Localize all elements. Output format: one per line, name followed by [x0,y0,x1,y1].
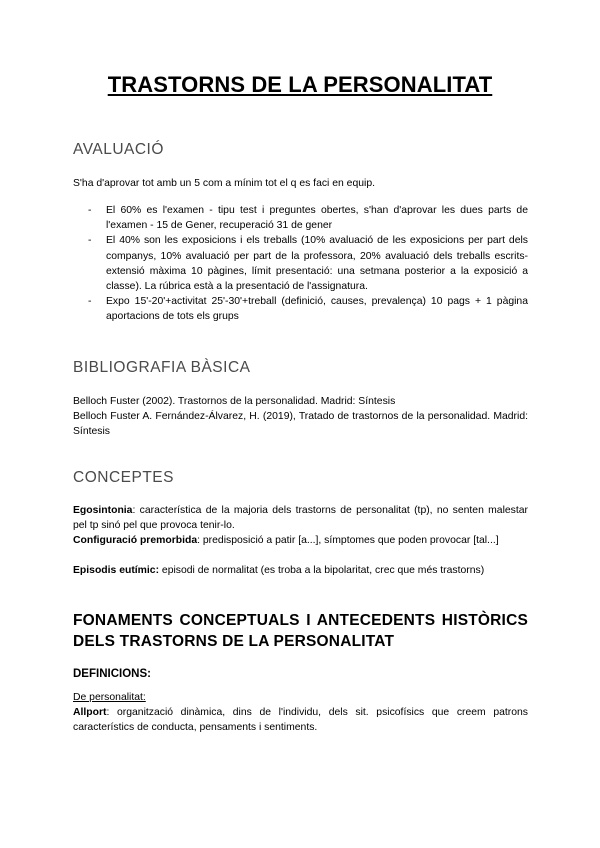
bullet-dash: - [88,296,92,308]
list-item: - Expo 15'-20'+activitat 25'-30'+treball (definició, causes, prevalença) 10 pags + 1 pàgina aportacions de tots els grups [88,296,528,323]
page-title: TRASTORNS DE LA PERSONALITAT [107,72,493,97]
section-heading-fonaments: FONAMENTS CONCEPTUALS I ANTECEDENTS HISTÒRICS DELS TRASTORNS DE LA PERSONALITAT [73,612,528,650]
list-item: - El 40% son les exposicions i els treballs (10% avaluació de les exposicions per part dels companys, 10% avaluació per part de la professora, 20% avaluació dels treballs escrits- extensió màxima 10 pàgines, límit presentació: una setmana posterior a la exposició a classe). La rúbrica està a la presentació de l'assignatura. [88,235,528,293]
avaluacio-intro: S'ha d'aprovar tot amb un 5 com a mínim tot el q es faci en equip. [73,178,375,189]
avaluacio-list [73,203,528,325]
concept-egosintonia: Egosintonia: característica de la majoria dels trastorns de personalitat (tp), no senten malestar pel tp sinó pel que provoca tenir-lo. [73,505,528,531]
bullet-dash: - [88,235,92,247]
subheading-personalitat: De personalitat: [73,692,146,703]
definition-allport [73,705,528,735]
section-heading-bibliografia: BIBLIOGRAFIA BÀSICA [73,359,251,376]
section-heading-avaluacio: AVALUACIÓ [73,141,164,158]
concept-episodis [73,563,528,578]
concept-definition: característica de la majoria dels trastorns de personalitat (tp), no senten malestar pel tp sinó pel que provoca tenir-lo. [73,505,528,531]
concept-definition: predisposició a patir [a...], símptomes que poden provocar [tal...] [200,535,499,546]
definition-term: Allport [73,707,107,718]
bibliography-entry: Belloch Fuster (2002). Trastornos de la personalidad. Madrid: Síntesis [73,396,396,407]
definition-text: : organització dinàmica, dins de l'individu, dels sit. psicofísics que creem patrons característics de conducta, pensaments i sentiments. [73,707,528,733]
bullet-dash: - [88,205,92,216]
bibliography-entry: Belloch Fuster A. Fernández-Álvarez, H. (2019), Tratado de trastornos de la personalidad. Madrid: Síntesis [73,411,528,437]
definicions-heading: DEFINICIONS: [73,668,151,680]
concept-configuracio: Configuració premorbida: predisposició a patir [a...], símptomes que poden provocar [tal...] [73,535,499,546]
concept-term: Configuració premorbida [73,535,198,546]
concept-definition: episodi de normalitat (es troba a la bipolaritat, crec que més trastorns) [159,565,485,576]
concept-term: Egosintonia [73,505,133,516]
list-item: - El 60% es l'examen - tipu test i preguntes obertes, s'han d'aprovar les dues parts de l'examen - 15 de Gener, recuperació 31 de gener [88,205,528,232]
concept-term: Episodis eutímic: [73,565,160,576]
section-heading-conceptes: CONCEPTES [73,469,174,486]
